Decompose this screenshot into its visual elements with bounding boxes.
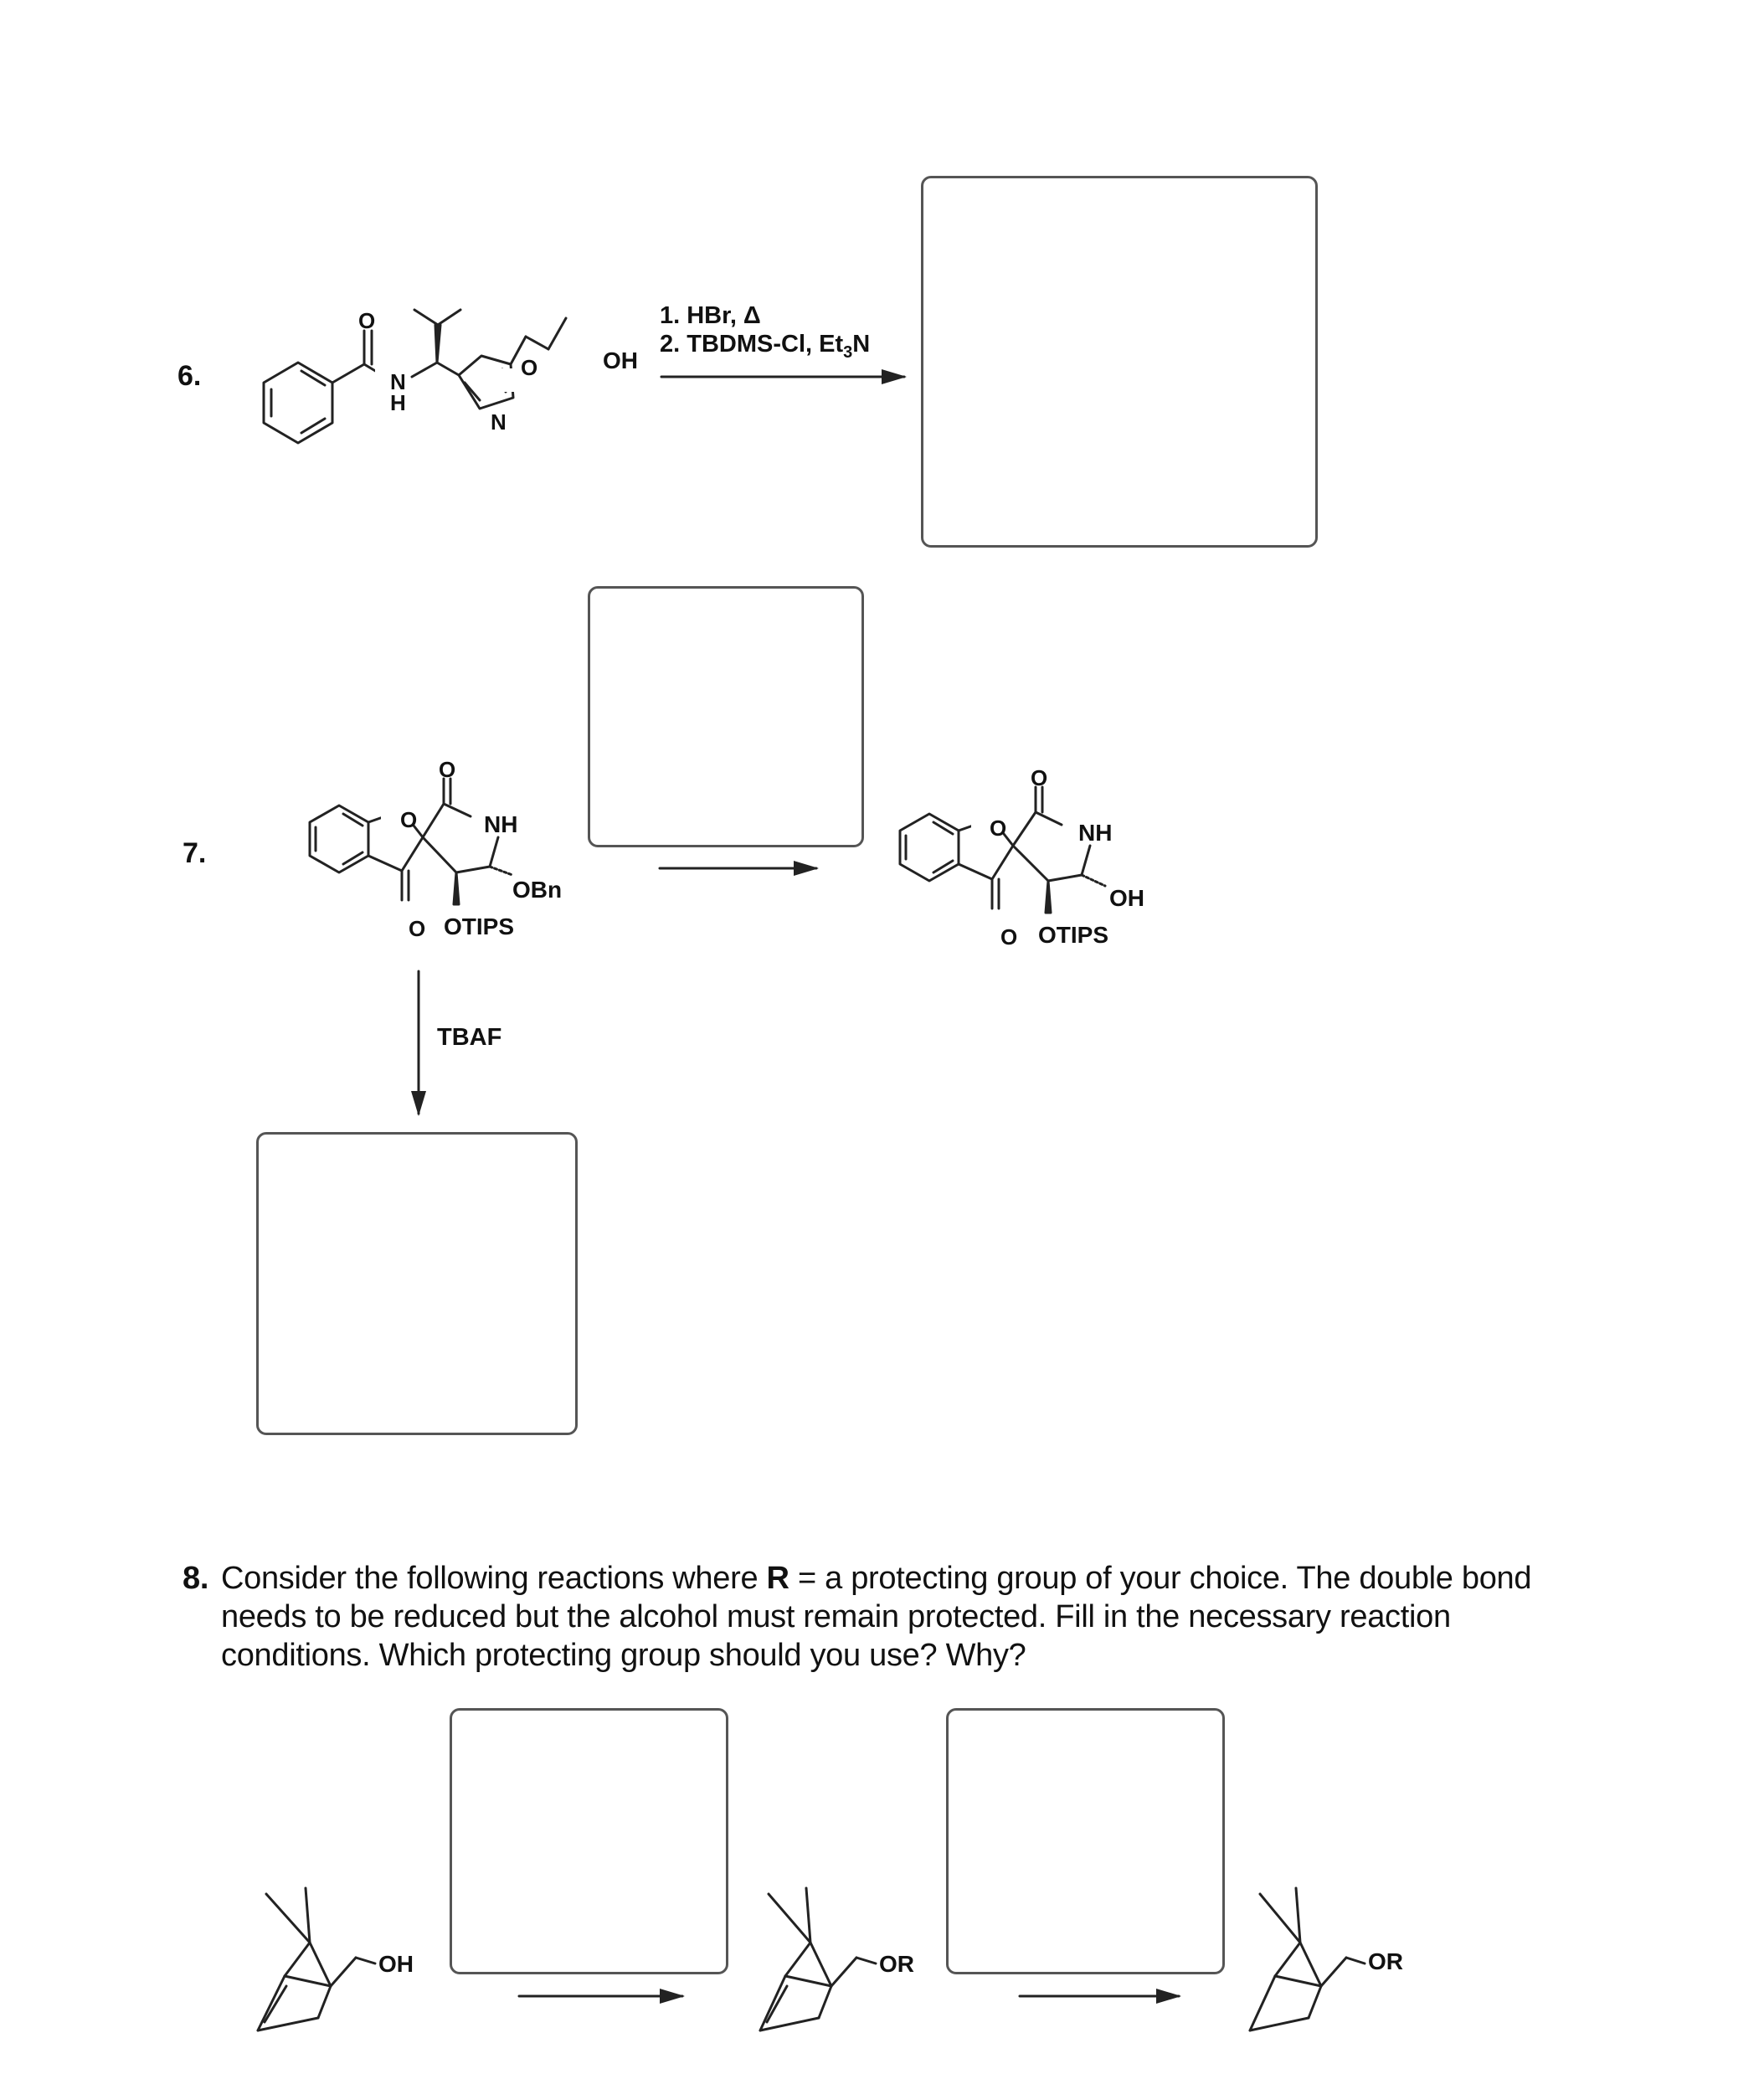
q8-product-or: OR: [1368, 1948, 1403, 1974]
q7-sm-otips: OTIPS: [444, 913, 515, 939]
question-6-number: 6.: [177, 360, 202, 392]
q7-sm-ring-o: O: [400, 807, 418, 832]
q7-sm-lactam-o: O: [439, 757, 456, 782]
question-8-number: 8.: [183, 1561, 209, 1596]
q6-ring-n: N: [491, 409, 507, 435]
q7-prod-lactam-o: O: [1031, 765, 1048, 790]
question-8-text: Consider the following reactions where R = a protecting group of your choice. The double bond needs to be reduced but the alcohol must remain protected. Fill in the necessary reaction conditions. Which protecting group should you use? Why?: [221, 1561, 1532, 1673]
q6-ring-o: O: [521, 355, 538, 380]
question-7-number: 7.: [183, 837, 207, 869]
q7-prod-ketone-o: O: [1000, 924, 1018, 950]
q6-oh: OH: [603, 347, 638, 373]
q8-product: [1250, 1888, 1403, 2030]
q8-intermediate: [760, 1888, 914, 2030]
q8-sm-oh: OH: [378, 1951, 414, 1977]
q7-prod-nh: NH: [1078, 820, 1113, 846]
q6-amide-n: N: [390, 369, 406, 394]
q7-product: [900, 765, 1144, 950]
q8-starting-material: [258, 1888, 414, 2030]
q7-prod-oh: OH: [1109, 885, 1144, 911]
q7-sm-nh: NH: [484, 811, 518, 837]
q7-prod-ring-o: O: [990, 816, 1007, 841]
q6-carbonyl-o: O: [358, 308, 376, 333]
q6-reagent-step-2: 2. TBDMS-Cl, $Et_3N$: [660, 331, 871, 362]
q8-intermediate-or: OR: [879, 1951, 914, 1977]
q7-sm-obn: OBn: [512, 877, 563, 903]
q6-starting-material: [264, 308, 638, 443]
q6-amide-h: H: [390, 390, 406, 415]
q7-prod-otips: OTIPS: [1038, 922, 1109, 948]
q7-starting-material: [310, 757, 562, 941]
q7-tbaf-label: TBAF: [437, 1024, 502, 1051]
q7-sm-ketone-o: O: [409, 916, 426, 941]
q6-reagent-step-1: 1. HBr, Δ: [660, 302, 761, 329]
